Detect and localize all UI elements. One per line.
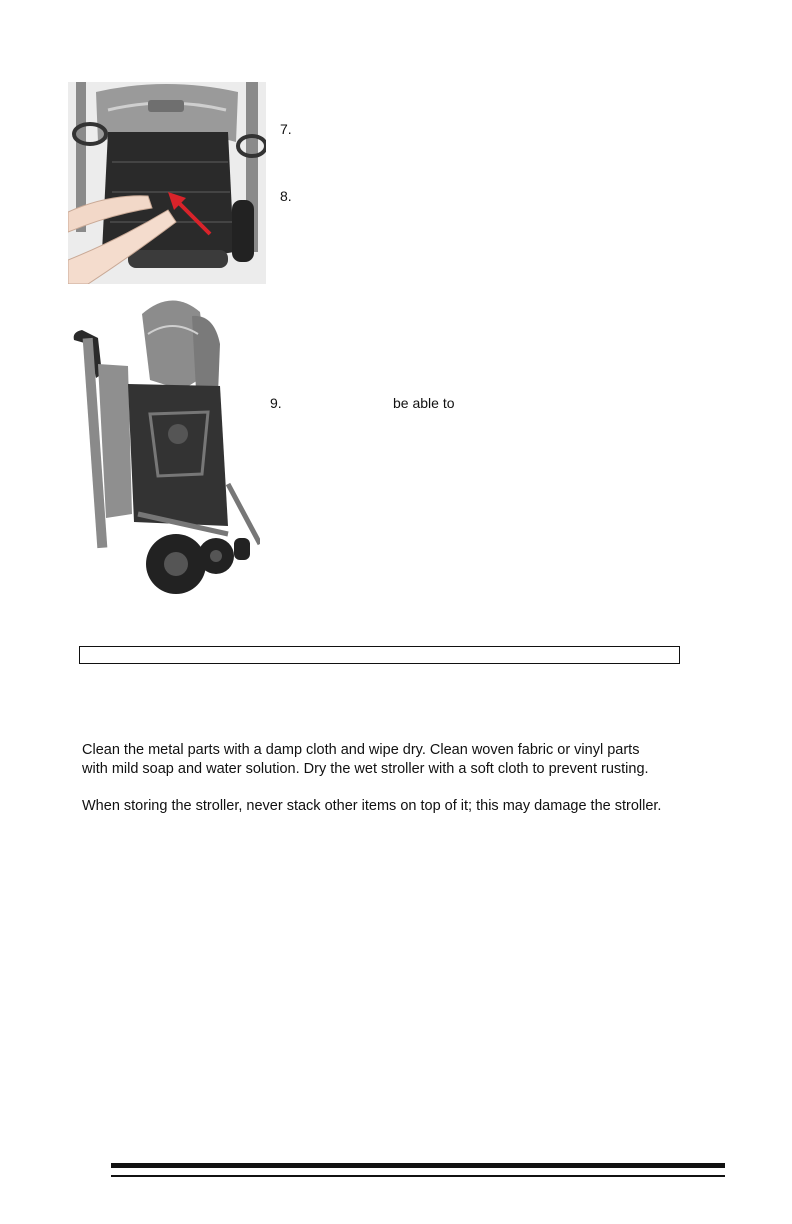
footer-thin-rule — [111, 1175, 725, 1177]
section-heading-box — [79, 646, 680, 664]
care-paragraph-1-line-2: with mild soap and water solution. Dry the wet stroller with a soft cloth to prevent rusting. — [82, 761, 649, 777]
step-9-number: 9. — [270, 395, 282, 411]
step-9-text: be able to — [393, 395, 455, 411]
care-paragraph-2: When storing the stroller, never stack other items on top of it; this may damage the stroller. — [82, 798, 662, 814]
stroller-seat-release-photo — [68, 82, 266, 284]
footer-thick-rule — [111, 1163, 725, 1168]
step-8-number: 8. — [280, 188, 292, 204]
care-paragraph-1-line-1: Clean the metal parts with a damp cloth and wipe dry. Clean woven fabric or vinyl parts — [82, 742, 640, 758]
stroller-seat-release-illustration — [68, 82, 266, 284]
step-7-number: 7. — [280, 121, 292, 137]
folded-stroller-illustration — [68, 294, 260, 610]
stroller-folded-photo — [68, 294, 260, 610]
